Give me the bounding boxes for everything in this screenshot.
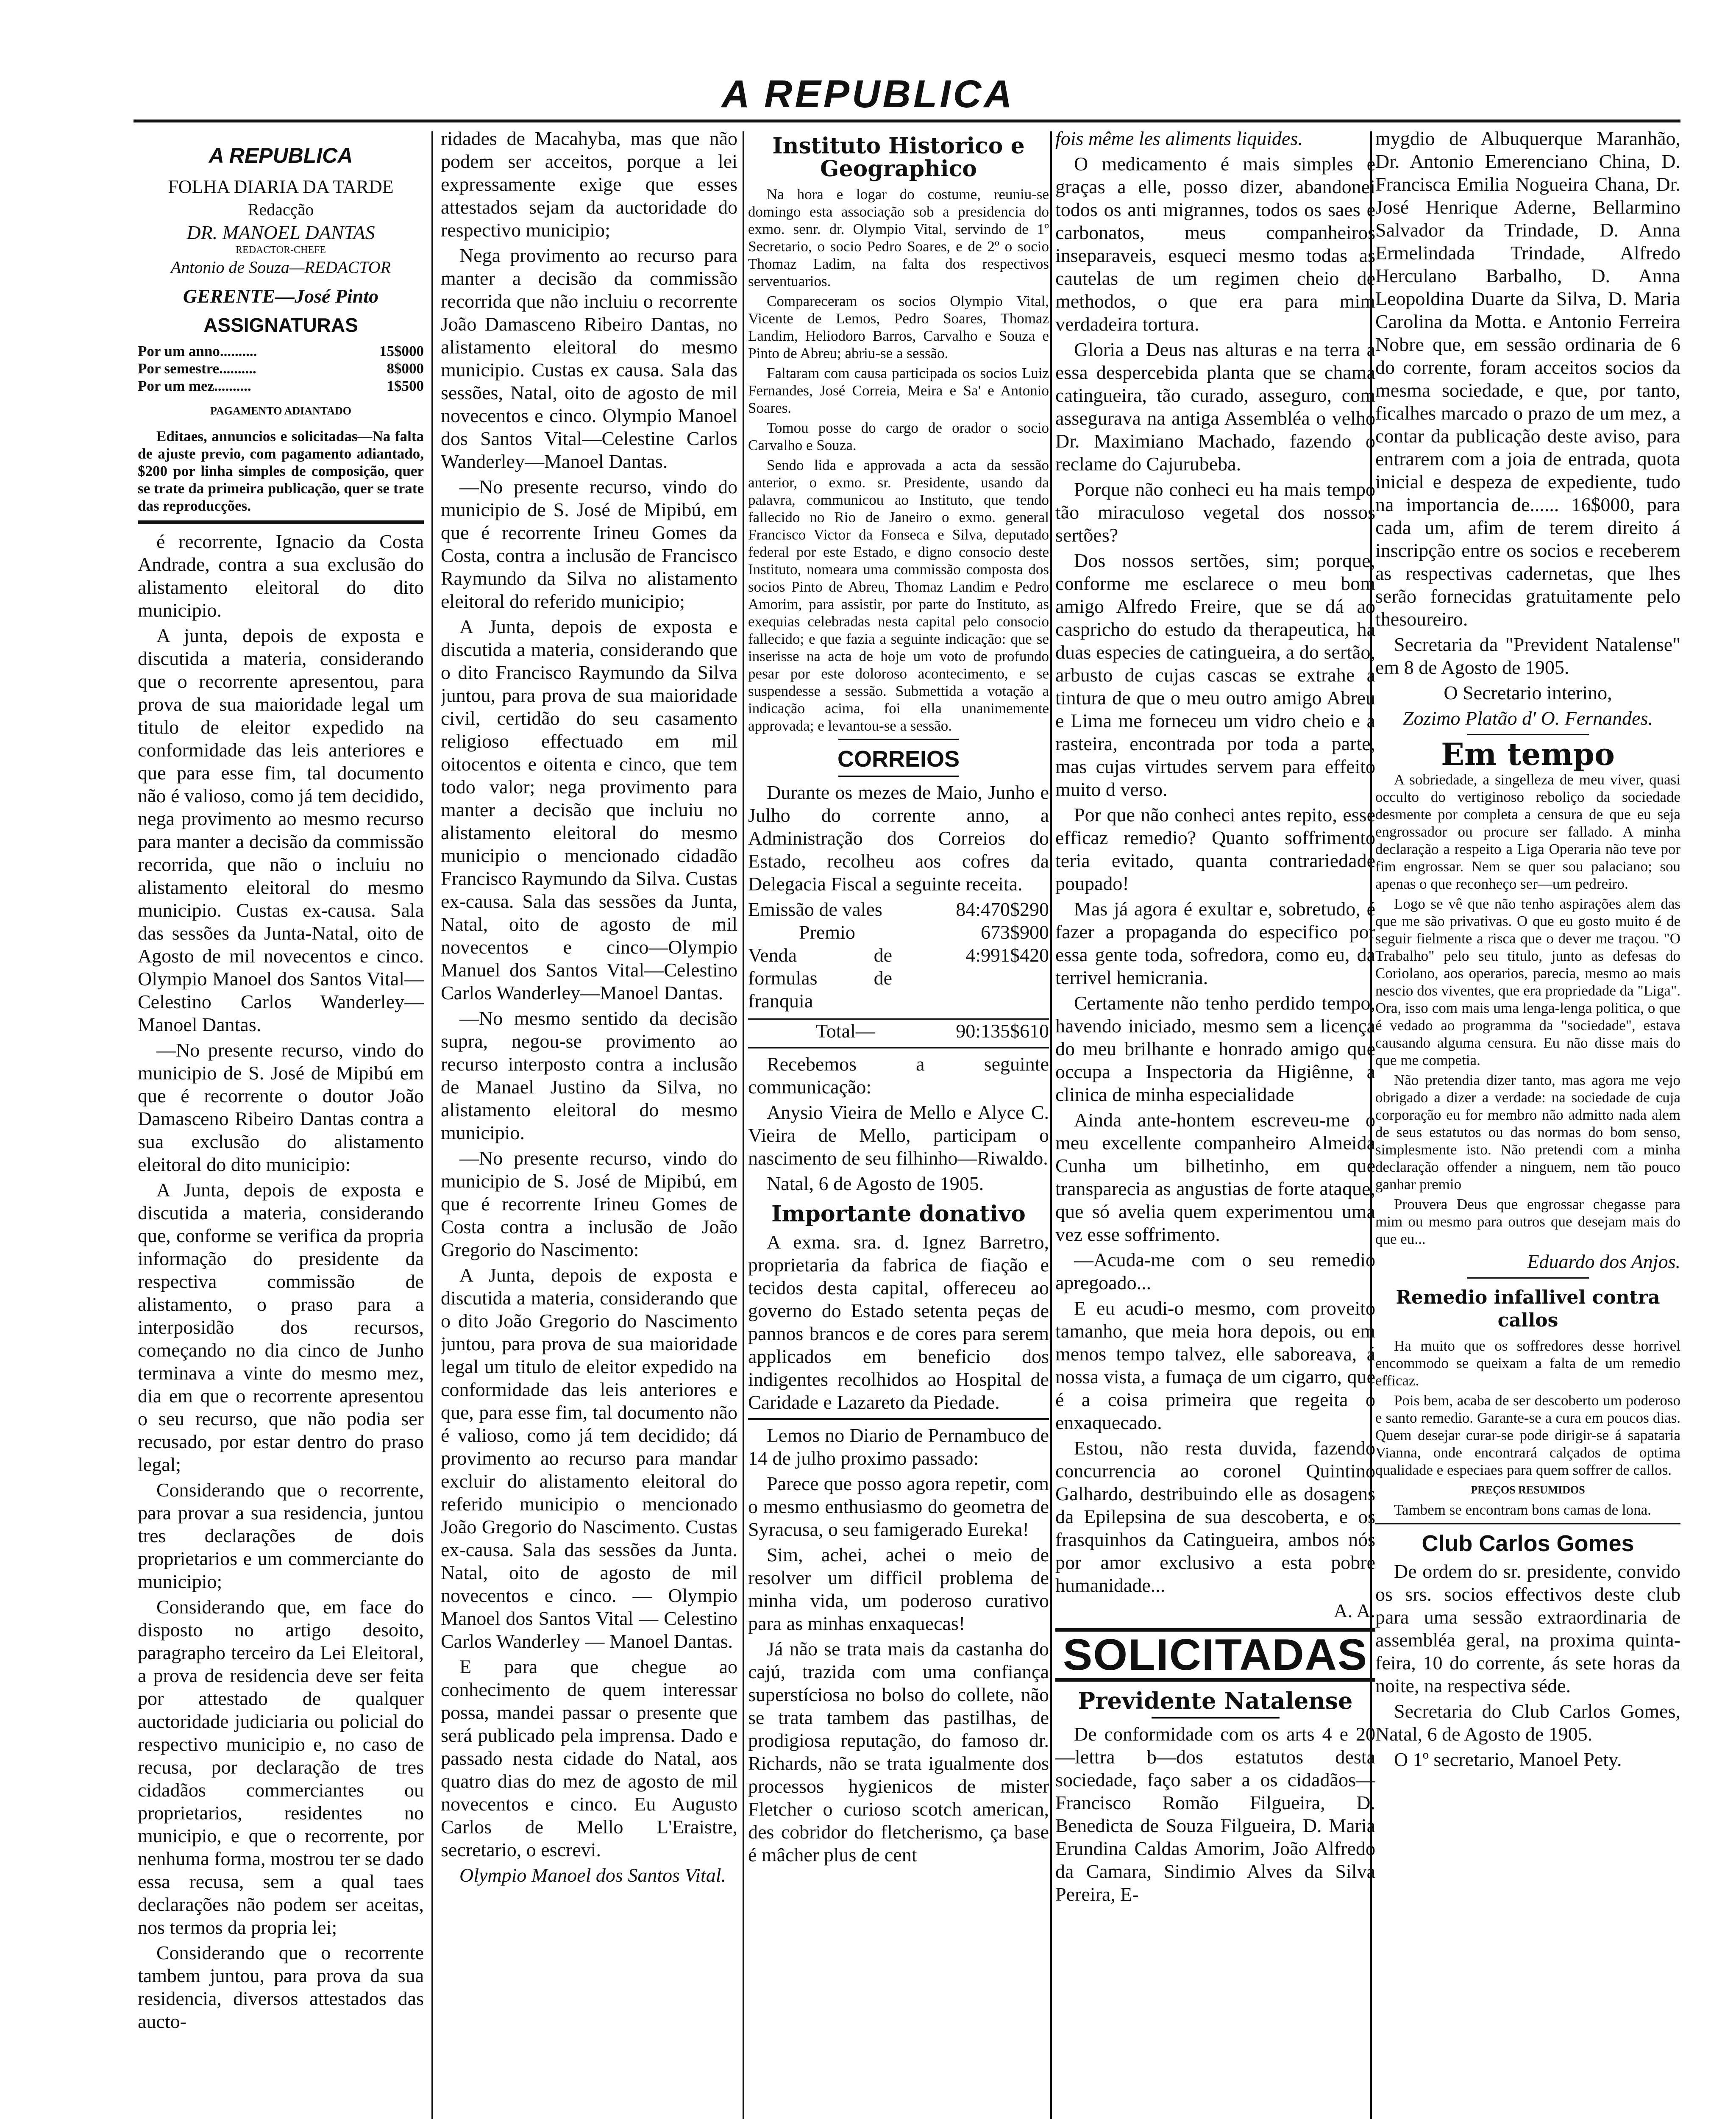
price-row: Por um mez.......... 1$500 xyxy=(138,378,424,394)
article-paragraph: De conformidade com os arts 4 e 20—lettra b—dos estatutos desta sociedade, faço saber a os cidadãos—Francisco Romão Filgueira, D. Benedicta de Souza Filgueira, D. Maria Erundina Caldas Amorim, João Alfredo da Camara, Sindimio Alves da Silva Pereira, E- xyxy=(1055,1723,1375,1905)
price-row: Por semestre.......... 8$000 xyxy=(138,360,424,377)
article-paragraph: Parece que posso agora repetir, com o mesmo enthusiasmo do geometra de Syracusa, o seu famigerado Eureka! xyxy=(748,1473,1049,1540)
column-5 xyxy=(1375,127,1680,2119)
article-paragraph: Lemos no Diario de Pernambuco de 14 de julho proximo passado: xyxy=(748,1424,1049,1469)
article-paragraph: Dos nossos sertões, sim; porque, conforme me esclarece o meu bom amigo Alfredo Freire, que se dá ao caspricho do estudo da therapeutica, ha duas especies de catingueira, a do sertão, arbusto de cujas cascas se extrahe a tintura de que o meu outro amigo Abreu e Lima me forneceu um vidro cheio e a rasteira, encontrada por toda a parte, mas cujas virtudes servem para effeito muito d verso. xyxy=(1055,550,1375,800)
article-paragraph: fois même les aliments liquides. xyxy=(1055,128,1303,149)
article-paragraph: A Junta, depois de exposta e discutida a materia, considerando que, conforme se verifica da propria informação do presidente da respectiva commissão de alistamento, o praso para a interposidão dos recursos, começando no dia cinco de Junho terminava a vinte do mesmo mez, dia em que o recorrente apresentou o seu recurso, que não podia ser recusado, por estar dentro do praso legal; xyxy=(138,1179,424,1475)
article-paragraph: Porque não conheci eu ha mais tempo tão miraculoso vegetal dos nossos sertões? xyxy=(1055,478,1375,546)
article-paragraph: Considerando que o recorrente tambem juntou, para prova da sua residencia, diversos attestados das aucto- xyxy=(138,1942,424,2032)
article-paragraph: Já não se trata mais da castanha do cajú, trazida com uma confiança superstíciosa no bolso do collete, não se trata tambem das pastilhas, de prodigiosa reputação, do famoso dr. Richards, não se trata igualmente dos processos hygienicos de mister Fletcher o curioso scotch american, des cobridor do fletcherismo, ça base é mâcher plus de cent xyxy=(748,1638,1049,1866)
subtitle: FOLHA DIARIA DA TARDE xyxy=(168,176,394,197)
table-row: Emissão de vales 84:470$290 xyxy=(748,898,1049,920)
article-paragraph: De ordem do sr. presidente, convido os srs. socios effectivos deste club para uma sessão extraordinaria de assembléa geral, na proxima quinta-feira, 10 do corrente, ás sete horas da noite, na respectiva séde. xyxy=(1375,1560,1680,1696)
article-paragraph: O medicamento é mais simples e graças a elle, posso dizer, abandonei todos os anti migrannes, todos os saes e carbonatos, meus companheiros inseparaveis, esqueci mesmo todas as cautelas de um regimen cheio de methodos, o que era para mim verdadeira tortura. xyxy=(1055,153,1375,335)
article-date: Natal, 6 de Agosto de 1905. xyxy=(767,1173,984,1194)
article-paragraph: é recorrente, Ignacio da Costa Andrade, contra a sua exclusão do alistamento eleitoral do dito municipio. xyxy=(138,531,424,621)
masthead-box-title: A REPUBLICA xyxy=(209,144,353,167)
article-paragraph: A junta, depois de exposta e discutida a materia, considerando que o recorrente apresentou, para prova de sua maioridade legal um titulo de eleitor expedido na conformidade das leis anteriores e que para esse fim, tal documento não é valioso, como já tem decidido, nega provimento ao mesmo recurso para manter a decisão da commissão recorrida, que não o incluiu no alistamento eleitoral do mesmo municipio. Custas ex-causa. Sala das sessões da Junta-Natal, oito de Agosto de mil novecentos e cinco. Olympio Manoel dos Santos Vital—Celestino Carlos Wanderley—Manoel Dantas. xyxy=(138,625,424,1035)
column-2 xyxy=(441,127,737,2119)
article-paragraph: Nega provimento ao recurso para manter a decisão da commissão recorrida que não incluiu o recorrente João Damasceno Ribeiro Dantas, no alistamento eleitoral do mesmo municipio. Custas ex causa. Sala das sessões, Natal, oito de agosto de mil novecentos e cinco. Olympio Manoel dos Santos Vital—Celestine Carlos Wanderley—Manoel Dantas. xyxy=(441,245,737,472)
article-paragraph: —No presente recurso, vindo do municipio de S. José de Mipibú, em que é recorrente Irineu Gomes da Costa, contra a inclusão de Francisco Raymundo da Silva no alistamento eleitoral do referido municipio; xyxy=(441,476,737,612)
article-paragraph: Tambem se encontram bons camas de lona. xyxy=(1394,1502,1651,1518)
secretary-name: Zozimo Platão d' O. Fernandes. xyxy=(1403,707,1653,729)
pagamento-note: PAGAMENTO ADIANTADO xyxy=(210,405,351,417)
article-paragraph: Logo se vê que não tenho aspirações alem das que me são privativas. O que eu gosto muito é de seguir fielmente a risca que o dever me traçou. "O Trabalho" pelo seu titulo, junto as defesas do Coriolano, aos operarios, parecia, mesmo ao mais nescio dos viventes, que era propriedade da "Liga". Ora, isso com mais uma lenga-lenga politica, o que é vedado ao programma da "sociedade", estava causando alguma censura. Eu não disse mais do que me competia. xyxy=(1375,895,1680,1068)
article-paragraph: Sendo lida e approvada a acta da sessão anterior, o exmo. sr. Presidente, usando da palavra, communicou ao Instituto, que tendo fallecido no Rio de Janeiro o exmo. general Francisco Victor da Fonseca e Silva, deputado federal por este Estado, e digno consocio deste Instituto, nomeara uma commissão composta dos socios Pinto de Abreu, Thomaz Landim e Pedro Amorim, para assistir, por parte do Instituto, as exequias celebradas nesta capital pelo consocio fallecido; e que fazia a seguinte indicação: que se inserisse na acta de hoje um voto de profundo pesar por este doloroso acontecimento, e se suspendesse a sessão. Submettida a votação a indicação acima, foi ella unanimemente approvada; e levantou-se a sessão. xyxy=(748,457,1049,734)
article-paragraph: Estou, não resta duvida, fazendo concurrencia ao coronel Quintino Galhardo, destribuindo elle as dosagens da Epilepsina de sua descoberta, e os frasquinhos da Catingueira, ambos nós por amor exclusivo a esta pobre humanidade... xyxy=(1055,1437,1375,1596)
article-paragraph: Por que não conheci antes repito, esse efficaz remedio? Quanto soffrimento teria evitado, quanta contrariedade poupado! xyxy=(1055,804,1375,894)
article-paragraph: A sobriedade, a singelleza de meu viver, quasi occulto do vertiginoso reboliço da sociedade desmente por completa a censura de que eu seja engrossador ou procure ser fallado. A minha declaração a respeito a Liga Operaria não teve por fim engrossar. Nem se quer sou palaciano; sou apenas o que reconheço ser—um pedreiro. xyxy=(1375,771,1680,892)
article-paragraph: Pois bem, acaba de ser descoberto um poderoso e santo remedio. Garante-se a cura em poucos dias. Quem desejar curar-se pode dirigir-se á sapataria Vianna, onde encontrará calçados de optima qualidade e especiaes para quem soffrer de callos. xyxy=(1375,1392,1680,1478)
column-3 xyxy=(748,127,1049,2119)
article-paragraph: Secretaria do Club Carlos Gomes, Natal, 6 de Agosto de 1905. xyxy=(1375,1700,1680,1745)
article-paragraph: Gloria a Deus nas alturas e na terra a essa despercebida planta que se chama catingueira, tão curado, asseguro, com assegurava na antiga Assembléa o velho Dr. Maximiano Machado, fazendo o reclame do Cajurubeba. xyxy=(1055,339,1375,475)
editor-name: DR. MANOEL DANTAS xyxy=(186,222,375,243)
article-paragraph: Considerando que o recorrente, para provar a sua residencia, juntou tres declarações de dois proprietarios e um commerciante do municipio; xyxy=(138,1479,424,1592)
article-paragraph: —No presente recurso, vindo do municipio de S. José de Mipibú em que é recorrente o doutor João Damasceno Ribeiro Dantas contra a sua exclusão do alistamento eleitoral do dito municipio: xyxy=(138,1039,424,1175)
article-paragraph: —No mesmo sentido da decisão supra, negou-se provimento ao recurso interposto contra a inclusão de Manael Justino da Silva, no alistamento eleitoral do mesmo municipio. xyxy=(441,1007,737,1143)
article-paragraph: Ha muito que os soffredores desse horrivel encommodo se queixam a falta de um remedio efficaz. xyxy=(1375,1338,1680,1389)
article-paragraph: Certamente não tenho perdido tempo, havendo iniciado, mesmo sem a licença do meu brilhante e honrado amigo que occupa a Inspectoria da Higiênne, a clinica de minha especialidade xyxy=(1055,992,1375,1105)
column-divider xyxy=(743,131,744,2119)
article-paragraph: E para que chegue ao conhecimento de quem interessar possa, mandei passar o presente que será publicado pela imprensa. Dado e passado nesta cidade do Natal, aos quatro dias do mez de agosto de mil novecentos e cinco. Eu Augusto Carlos de Mello L'Eraistre, secretario, o escrevi. xyxy=(441,1656,737,1860)
separator-rule xyxy=(138,520,424,524)
heading-em-tempo: Em tempo xyxy=(1441,736,1615,772)
column-1 xyxy=(138,127,424,2119)
newspaper-masthead: A REPUBLICA xyxy=(721,72,1015,116)
article-paragraph: A Junta, depois de exposta e discutida a materia, considerando que o dito João Gregorio do Nascimento juntou, para prova de sua maioridade legal um titulo de eleitor expedido na conformidade das leis anteriores e que, para esse fim, tal documento não é valioso, como já tem decidido; dá provimento ao recurso para mandar excluir do alistamento eleitoral do referido municipio o mencionado João Gregorio do Nascimento. Custas ex-causa. Sala das sessões da Junta. Natal, oito de agosto de mil novecentos e cinco. — Olympio Manoel dos Santos Vital — Celestino Carlos Wanderley — Manoel Dantas. xyxy=(441,1264,737,1652)
signature: Eduardo dos Anjos. xyxy=(1527,1251,1680,1272)
article-paragraph: Recebemos a seguinte communicação: xyxy=(748,1053,1049,1098)
article-paragraph: Considerando que, em face do disposto no artigo desoito, paragrapho terceiro da Lei Eleitoral, a prova de residencia deve ser feita por attestado de qualquer auctoridade judiciaria ou policial do respectivo municipio e, no caso de recusa, por declaração de tres cidadãos commerciantes ou proprietarios, residentes no municipio, e que o recorrente, por nenhuma forma, mostrou ter se dado essa recusa, sem a qual taes declarações não podem ser aceitas, nos termos da propria lei; xyxy=(138,1596,424,1938)
article-paragraph: Anysio Vieira de Mello e Alyce C. Vieira de Mello, participam o nascimento de seu filhinho—Riwaldo. xyxy=(748,1101,1049,1169)
article-paragraph: Durante os mezes de Maio, Junho e Julho do corrente anno, a Administração dos Correios do Estado, recolheu aos cofres da Delegacia Fiscal a seguinte receita. xyxy=(748,781,1049,895)
article-paragraph: Prouvera Deus que engrossar chegasse para mim ou mesmo para outros que desejam mais do que eu... xyxy=(1375,1196,1680,1247)
article-paragraph: A exma. sra. d. Ignez Barretro, proprietaria da fabrica de fiação e tecidos desta capital, offereceu ao governo do Estado setenta peças de pannos brancos e de cores para serem applicados em beneficio dos indigentes recolhidos ao Hospital de Caridade e Lazareto da Piedade. xyxy=(748,1231,1049,1413)
section-heading-solicitadas: SOLICITADAS xyxy=(1055,1628,1375,1682)
redaccao-label: Redacção xyxy=(248,200,314,219)
heading-remedio: Remedio infallivel contra callos xyxy=(1396,1287,1660,1331)
secretary-title: O Secretario interino, xyxy=(1444,682,1612,704)
article-paragraph: —No presente recurso, vindo do municipio de S. José de Mipibú, em que é recorrente Irineu Gomes de Costa contra a inclusão de João Gregorio do Nascimento: xyxy=(441,1147,737,1260)
assinaturas-heading: ASSIGNATURAS xyxy=(203,314,358,336)
article-paragraph: Secretaria da "Prevident Natalense" em 8 de Agosto de 1905. xyxy=(1375,634,1680,678)
article-paragraph: E eu acudi-o mesmo, com proveito tamanho, que meia hora depois, ou em menos tempo talvez, elle saboreava, á nossa vista, a fumaça de um cigarro, que é a coisa primeira que regeita o enxaquecado. xyxy=(1055,1297,1375,1433)
gerente-name: GERENTE—José Pinto xyxy=(183,285,379,307)
article-paragraph: O 1º secretario, Manoel Pety. xyxy=(1394,1749,1622,1770)
article-paragraph: Compareceram os socios Olympio Vital, Vicente de Lemos, Pedro Soares, Thomaz Landim, Heliodoro Barros, Carvalho e Souza e Pinto de Abreu; abriu-se a sessão. xyxy=(748,293,1049,362)
article-paragraph: —Acuda-me com o seu remedio apregoado... xyxy=(1055,1249,1375,1293)
masthead-rule xyxy=(134,120,1680,122)
article-paragraph: Ainda ante-hontem escreveu-me o meu excellente companheiro Almeida Cunha um bilhetinho, em que transparecia as angustias de forte ataque, que só avelia quem experimentou uma vez esse soffrimento. xyxy=(1055,1109,1375,1245)
heading-correios: CORREIOS xyxy=(837,746,960,772)
article-paragraph: Tomou posse do cargo de orador o socio Carvalho e Souza. xyxy=(748,420,1049,453)
price-row: Por um anno.......... 15$000 xyxy=(138,343,424,359)
price-list xyxy=(138,342,424,395)
article-paragraph: Mas já agora é exultar e, sobretudo, é fazer a propaganda do especifico por essa gente toda, sofredora, como eu, da terrivel hemicrania. xyxy=(1055,898,1375,988)
signature: A. A. xyxy=(1333,1600,1375,1621)
table-row: Venda de formulas de franquia 4:991$420 xyxy=(748,944,1049,1012)
signature: Olympio Manoel dos Santos Vital. xyxy=(459,1864,726,1886)
heading-club: Club Carlos Gomes xyxy=(1422,1531,1634,1556)
heading-donativo: Importante donativo xyxy=(771,1201,1026,1227)
article-paragraph: Na hora e logar do costume, reuniu-se domingo esta associação sob a presidencia do exmo. senr. dr. Olympio Vital, servindo de 1º Secretario, o socio Pedro Soares, e de 2º o socio Thomaz Ladim, na falta dos respectivos serventuarios. xyxy=(748,186,1049,289)
editor-role: REDACTOR-CHEFE xyxy=(236,245,326,256)
article-paragraph: ridades de Macahyba, mas que não podem ser acceitos, porque a lei expressamente exige que esses attestados sejam da auctoridade do respectivo municipio; xyxy=(441,128,737,241)
precos-label: PREÇOS RESUMIDOS xyxy=(1471,1484,1585,1496)
column-4 xyxy=(1055,127,1375,2119)
table-row: Premio 673$900 xyxy=(799,921,1049,943)
article-paragraph: Não pretendia dizer tanto, mas agora me vejo obrigado a dizer a verdade: na sociedade de cuja corporação eu for membro não admitto nada alem de seus estatutos ou das normas do bom senso, simplesmente isto. Não pretendi com a minha declaração offender a ninguem, nem tão pouco ganhar premio xyxy=(1375,1072,1680,1193)
article-paragraph: mygdio de Albuquerque Maranhão, Dr. Antonio Emerenciano China, D. Francisca Emilia Nogueira Chana, Dr. José Henrique Aderne, Bellarmino Salvador da Trindade, D. Anna Ermelindada Trindade, Alfredo Herculano Barbalho, D. Anna Leopoldina Duarte da Silva, D. Maria Carolina da Motta. e Antonio Ferreira Nobre que, em sessão ordinaria de 6 do corrente, foram acceitos socios da mesma sociedade, e que, por tanto, ficalhes marcado o prazo de um mez, a contar da publicação deste aviso, para entrarem com a joia de entrada, quota inicial e despeza de expediente, tudo na importancia de...... 16$000, para cada um, afim de terem direito á inscripção entre os socios e receberem as respectivas cadernetas, que lhes serão fornecidas gratuitamente pelo thesoureiro. xyxy=(1375,128,1680,630)
column-divider xyxy=(1050,131,1052,2119)
article-paragraph: Faltaram com causa participada os socios Luiz Fernandes, José Correia, Meira e Sa' e Antonio Soares. xyxy=(748,365,1049,416)
article-paragraph: Sim, achei, achei o meio de resolver um difficil problema de minha vida, um poderoso curativo para as minhas enxaquecas! xyxy=(748,1544,1049,1634)
column-divider xyxy=(431,131,433,2119)
editaes-note: Editaes, annuncios e solicitadas—Na falta de ajuste previo, com pagamento adiantado, $200 por linha simples de composição, quer se trate da primeira publicação, quer se trate das reproducções. xyxy=(138,428,424,514)
table-row-total: Total— 90:135$610 xyxy=(748,1018,1049,1043)
heading-instituto: Instituto Historico e Geographico xyxy=(772,133,1025,182)
article-paragraph: A Junta, depois de exposta e discutida a materia, considerando que o dito Francisco Raymundo da Silva juntou, para prova de sua maioridade civil, certidão do seu casamento religioso effectuado em mil oitocentos e oitenta e cinco, que tem todo valor; nega provimento para manter a decisão que incluiu no alistamento eleitoral do mesmo municipio o mencionado cidadão Francisco Raymundo da Silva. Custas ex-causa. Sala das sessões da Junta, Natal, oito de agosto de mil novecentos e cinco—Olympio Manuel dos Santos Vital—Celestino Carlos Wanderley—Manoel Dantas. xyxy=(441,616,737,1004)
heading-previdente: Previdente Natalense xyxy=(1078,1687,1353,1714)
receipts-table xyxy=(748,898,1049,1043)
redactor-name: Antonio de Souza—REDACTOR xyxy=(170,258,391,277)
